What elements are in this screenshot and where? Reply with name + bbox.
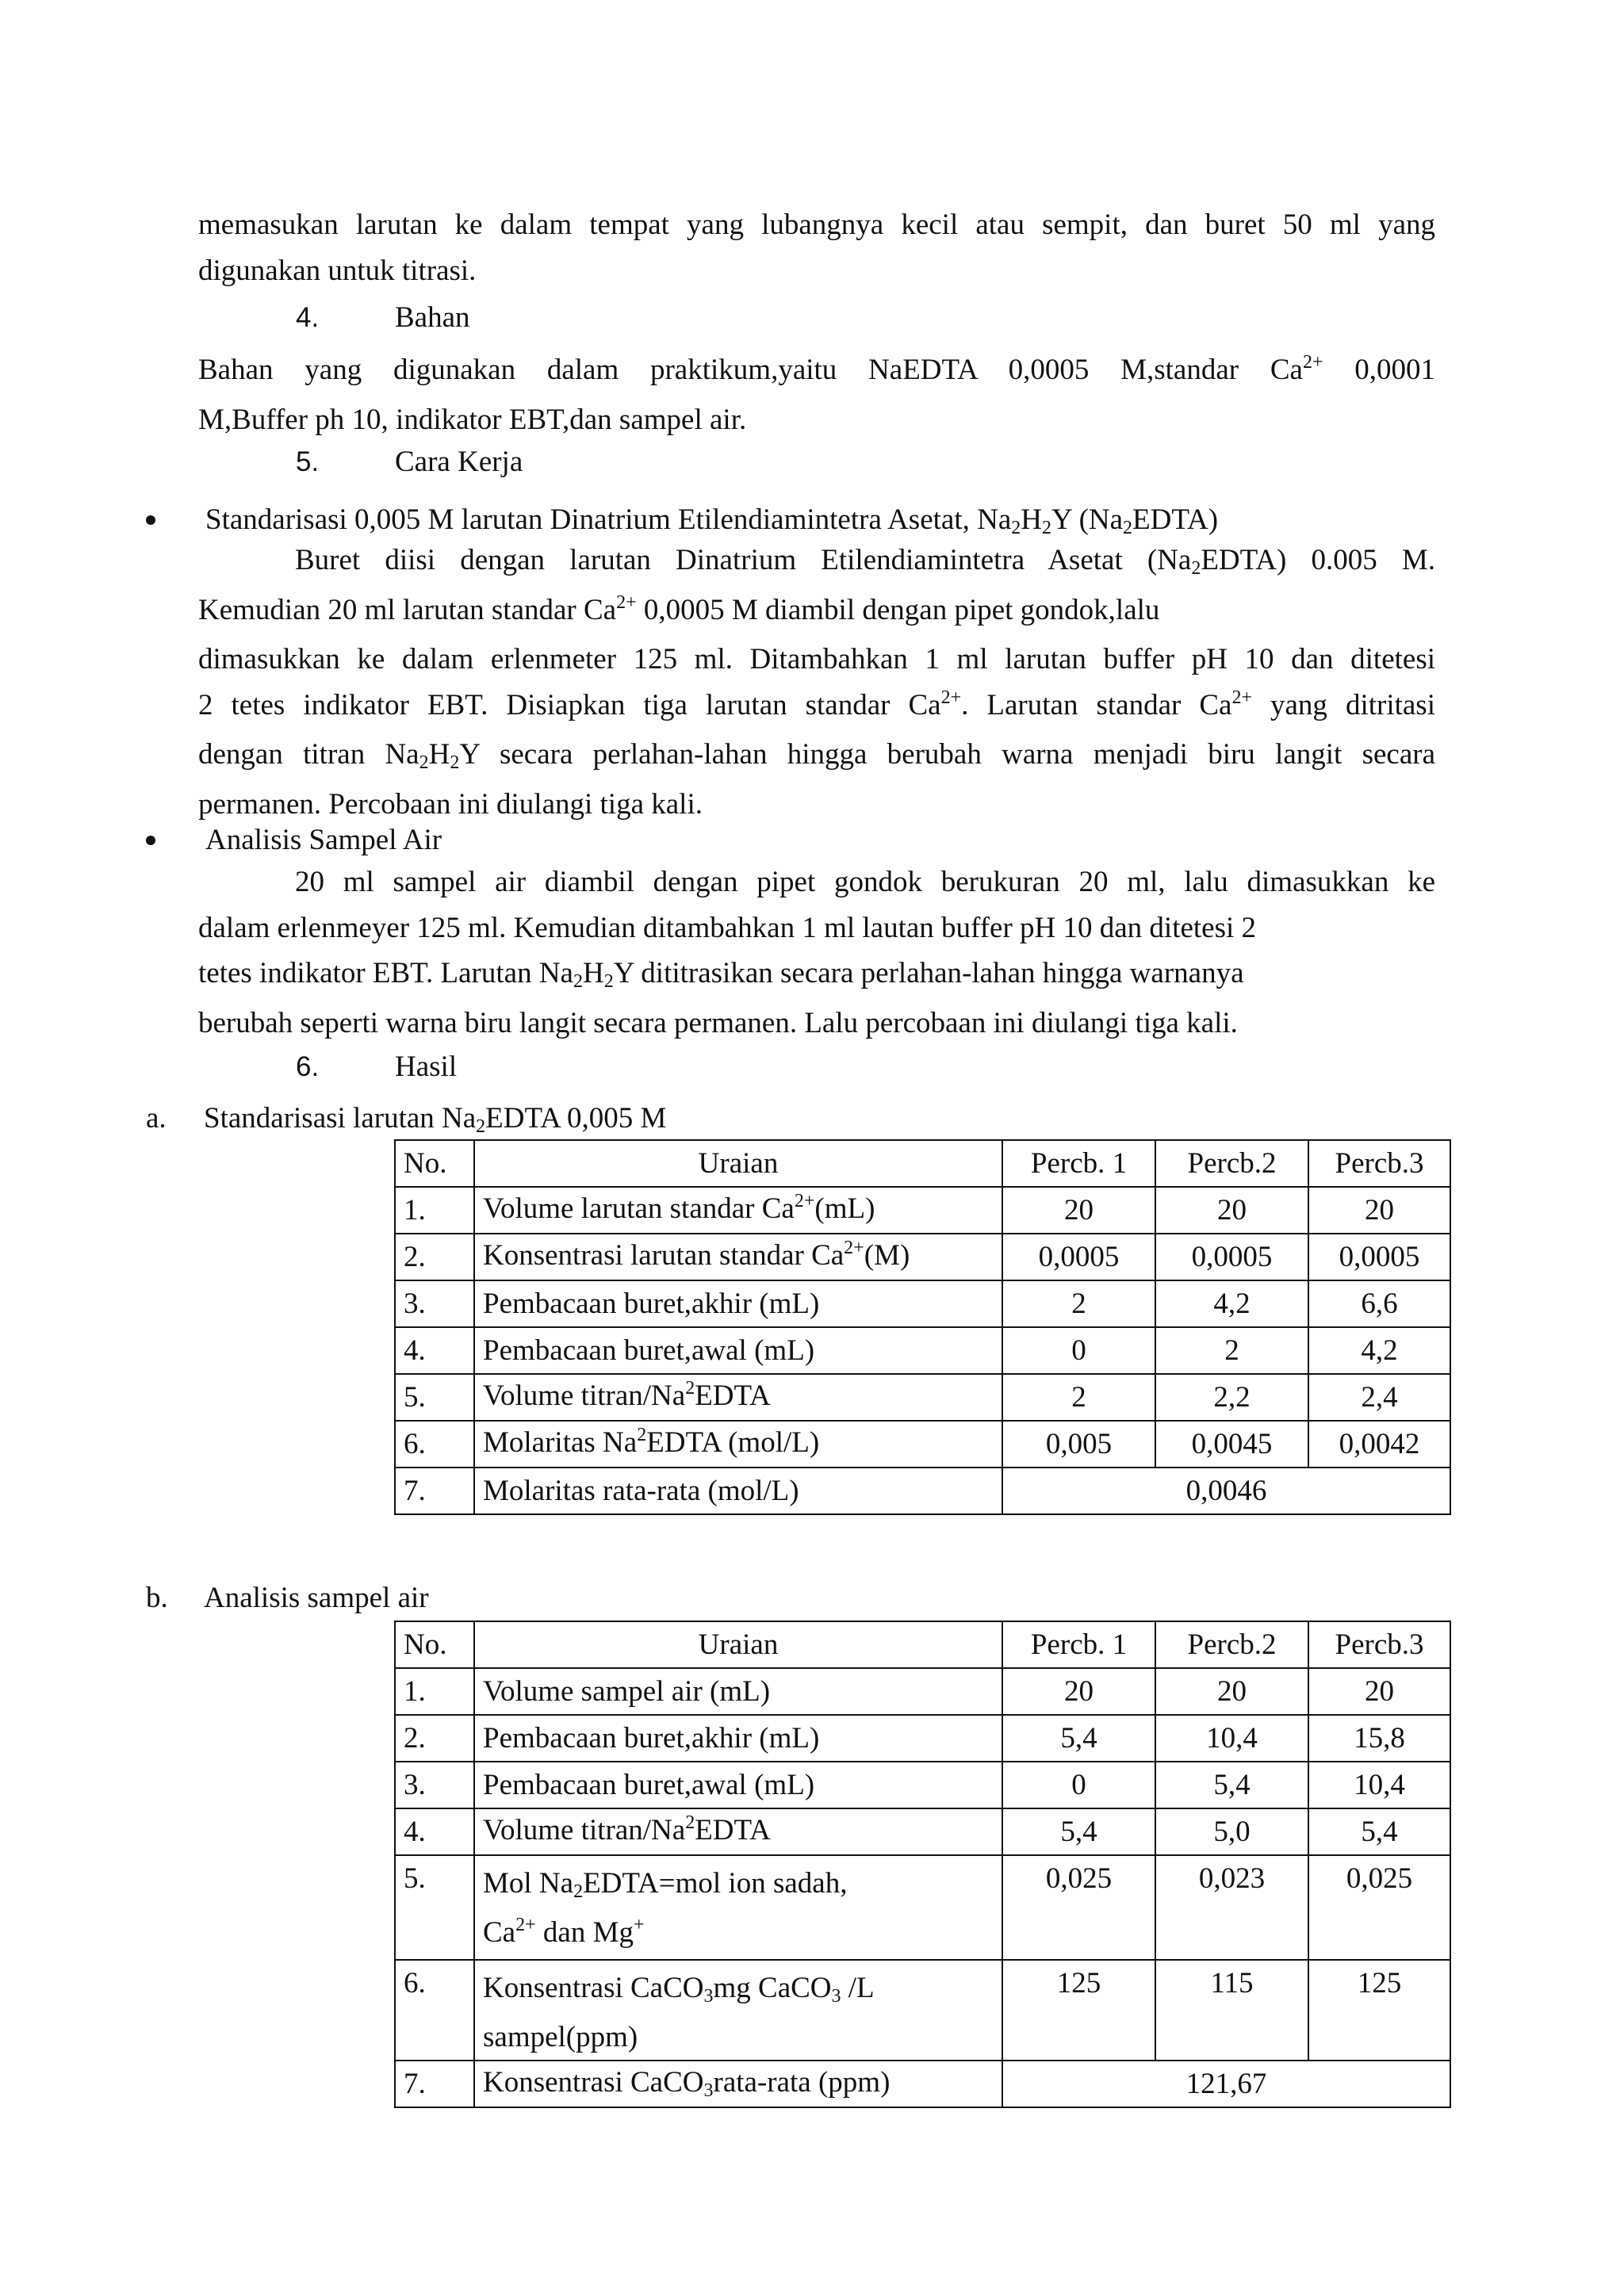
table-analisis <box>394 1621 1451 2108</box>
intro-line-1: memasukan larutan ke dalam tempat yang lubangnya kecil atau sempit, dan buret 50 ml yang <box>198 209 1435 241</box>
row-description: Pembacaan buret,awal (mL) <box>474 1327 1002 1374</box>
value-cell: 20 <box>1002 1187 1155 1234</box>
row-description: Volume titran/Na$^2$EDTA <box>474 1808 1002 1855</box>
row-number: 5. <box>395 1855 474 1960</box>
table-header-row <box>395 1140 1450 1187</box>
section-5-number: 5. <box>296 446 320 477</box>
value-cell: 10,4 <box>1308 1762 1450 1808</box>
value-cell: 0 <box>1002 1327 1155 1374</box>
standarisasi-paragraph <box>198 538 1435 827</box>
row-number: 3. <box>395 1762 474 1808</box>
value-cell: 10,4 <box>1155 1715 1308 1762</box>
value-cell: 2 <box>1002 1374 1155 1421</box>
standarisasi-line-6: permanen. Percobaan ini diulangi tiga kali. <box>198 787 703 821</box>
section-6-title: Hasil <box>395 1050 458 1083</box>
header-cell: No. <box>395 1140 474 1187</box>
table-row <box>395 1468 1450 1514</box>
row-number: 1. <box>395 1668 474 1715</box>
value-cell: 125 <box>1002 1960 1155 2061</box>
value-cell: 20 <box>1308 1668 1450 1715</box>
table-a-caption: Standarisasi larutan $Na_2EDTA$ 0,005 M <box>204 1102 667 1137</box>
row-number: 2. <box>395 1234 474 1280</box>
intro-paragraph <box>198 202 1435 293</box>
row-number: 4. <box>395 1808 474 1855</box>
standarisasi-line-3: dimasukkan ke dalam erlenmeter 125 ml. Ditambahkan 1 ml larutan buffer pH 10 dan ditetesi <box>198 643 1435 675</box>
row-description: Pembacaan buret,akhir (mL) <box>474 1280 1002 1327</box>
row-number: 7. <box>395 2061 474 2107</box>
value-cell: 20 <box>1155 1187 1308 1234</box>
section-4-line-2: M,Buffer ph 10, indikator EBT,dan sampel air. <box>198 403 747 436</box>
row-description: Konsentrasi CaCO$_3$rata-rata (ppm) <box>474 2061 1002 2107</box>
header-cell: Percb.3 <box>1308 1621 1450 1668</box>
value-cell: 115 <box>1155 1960 1308 2061</box>
section-4-paragraph <box>198 347 1435 442</box>
value-cell: 20 <box>1155 1668 1308 1715</box>
row-number: 6. <box>395 1960 474 2061</box>
row-description: Molaritas Na$^2$EDTA (mol/L) <box>474 1421 1002 1468</box>
section-5-title: Cara Kerja <box>395 446 523 478</box>
value-cell: 2 <box>1155 1327 1308 1374</box>
header-cell: Percb.2 <box>1155 1621 1308 1668</box>
value-cell: 2,2 <box>1155 1374 1308 1421</box>
table-row <box>395 1855 1450 1960</box>
value-cell: 0,0005 <box>1155 1234 1308 1280</box>
value-cell: 0,0005 <box>1002 1234 1155 1280</box>
bullet-dot <box>146 836 155 845</box>
header-cell: Uraian <box>474 1621 1002 1668</box>
analisis-line-1: 20 ml sampel air diambil dengan pipet gondok berukuran 20 ml, lalu dimasukkan ke <box>295 866 1435 898</box>
standarisasi-line-5: dengan titran $Na_2H_2Y$ secara perlahan-lahan hingga berubah warna menjadi biru langit secara <box>198 738 1435 773</box>
table-header-row <box>395 1621 1450 1668</box>
value-cell: 0 <box>1002 1762 1155 1808</box>
value-cell: 5,4 <box>1002 1715 1155 1762</box>
value-cell: 5,0 <box>1155 1808 1308 1855</box>
standarisasi-line-4: 2 tetes indikator EBT. Disiapkan tiga larutan standar $Ca^{2+}$. Larutan standar $Ca^{2+}$ yang ditritasi <box>198 687 1435 721</box>
value-cell: 5,4 <box>1002 1808 1155 1855</box>
row-description: Pembacaan buret,akhir (mL) <box>474 1715 1002 1762</box>
row-description: Konsentrasi larutan standar $Ca^{2+}(M)$ <box>474 1234 1002 1280</box>
row-description: Volume larutan standar $Ca^{2+}(mL)$ <box>474 1187 1002 1234</box>
value-cell: 2 <box>1002 1280 1155 1327</box>
section-4-line-1: Bahan yang digunakan dalam praktikum,yaitu NaEDTA 0,0005 M,standar $Ca^{2+}$ 0,0001 <box>198 352 1436 386</box>
value-cell: 20 <box>1308 1187 1450 1234</box>
row-number: 7. <box>395 1468 474 1514</box>
row-description: Molaritas rata-rata (mol/L) <box>474 1468 1002 1514</box>
table-row <box>395 1715 1450 1762</box>
analisis-line-3: tetes indikator EBT. Larutan $Na_2H_2Y$ dititrasikan secara perlahan-lahan hingga warnanya <box>198 957 1244 992</box>
table-row <box>395 1280 1450 1327</box>
value-cell: 0,005 <box>1002 1421 1155 1468</box>
average-cell: 121,67 <box>1002 2061 1450 2107</box>
value-cell: 0,025 <box>1308 1855 1450 1960</box>
standarisasi-line-2: Kemudian 20 ml larutan standar $Ca^{2+}$ 0,0005 M diambil dengan pipet gondok,lalu <box>198 591 1160 626</box>
analisis-paragraph <box>198 859 1435 1046</box>
header-cell: Percb.2 <box>1155 1140 1308 1187</box>
intro-line-2: digunakan untuk titrasi. <box>198 254 477 287</box>
row-number: 4. <box>395 1327 474 1374</box>
row-number: 3. <box>395 1280 474 1327</box>
row-description: Pembacaan buret,awal (mL) <box>474 1762 1002 1808</box>
row-description: Volume titran/Na$^2$EDTA <box>474 1374 1002 1421</box>
row-description: Konsentrasi CaCO$_3$mg CaCO$_3$ /L sampel(ppm) <box>474 1960 1002 2061</box>
value-cell: 5,4 <box>1155 1762 1308 1808</box>
value-cell: 0,023 <box>1155 1855 1308 1960</box>
standarisasi-line-1: Buret diisi dengan larutan Dinatrium Etilendiamintetra Asetat $(Na_2EDTA)$ 0.005 M. <box>295 544 1435 579</box>
header-cell: Percb. 1 <box>1002 1140 1155 1187</box>
table-b-caption: Analisis sampel air <box>204 1582 429 1614</box>
row-number: 2. <box>395 1715 474 1762</box>
average-cell: 0,0046 <box>1002 1468 1450 1514</box>
header-cell: Percb.3 <box>1308 1140 1450 1187</box>
header-cell: Percb. 1 <box>1002 1621 1155 1668</box>
row-description: Mol $Na_2EDTA=mol$ ion sadah, $Ca^{2+}$ dan Mg+ <box>474 1855 1002 1960</box>
header-cell: No. <box>395 1621 474 1668</box>
value-cell: 20 <box>1002 1668 1155 1715</box>
value-cell: 4,2 <box>1308 1327 1450 1374</box>
table-row <box>395 1234 1450 1280</box>
table-row <box>395 1762 1450 1808</box>
table-row <box>395 2061 1450 2107</box>
value-cell: 0,025 <box>1002 1855 1155 1960</box>
value-cell: 4,2 <box>1155 1280 1308 1327</box>
row-number: 1. <box>395 1187 474 1234</box>
table-row <box>395 1327 1450 1374</box>
value-cell: 15,8 <box>1308 1715 1450 1762</box>
value-cell: 5,4 <box>1308 1808 1450 1855</box>
analisis-line-4: berubah seperti warna biru langit secara permanen. Lalu percobaan ini diulangi tiga kali. <box>198 1006 1238 1039</box>
value-cell: 6,6 <box>1308 1280 1450 1327</box>
header-cell: Uraian <box>474 1140 1002 1187</box>
row-number: 5. <box>395 1374 474 1421</box>
table-standarisasi <box>394 1139 1451 1515</box>
table-a-label: a. <box>146 1102 167 1135</box>
row-description: Volume sampel air (mL) <box>474 1668 1002 1715</box>
bullet-standarisasi: Standarisasi 0,005 M larutan Dinatrium Etilendiamintetra Asetat, $Na_2H_2Y$ $(Na_2EDTA)$ <box>205 503 1219 538</box>
section-4-title: Bahan <box>395 301 470 334</box>
value-cell: 0,0005 <box>1308 1234 1450 1280</box>
value-cell: 0,0042 <box>1308 1421 1450 1468</box>
table-row <box>395 1960 1450 2061</box>
bullet-analisis: Analisis Sampel Air <box>205 824 442 856</box>
value-cell: 0,0045 <box>1155 1421 1308 1468</box>
bullet-dot <box>146 515 155 525</box>
table-b-label: b. <box>146 1582 168 1614</box>
table-row <box>395 1374 1450 1421</box>
table-row <box>395 1187 1450 1234</box>
analisis-line-2: dalam erlenmeyer 125 ml. Kemudian ditambahkan 1 ml lautan buffer pH 10 dan ditetesi 2 <box>198 911 1257 944</box>
table-row <box>395 1808 1450 1855</box>
value-cell: 2,4 <box>1308 1374 1450 1421</box>
row-number: 6. <box>395 1421 474 1468</box>
value-cell: 125 <box>1308 1960 1450 2061</box>
table-row <box>395 1421 1450 1468</box>
section-4-number: 4. <box>296 302 320 333</box>
section-6-number: 6. <box>296 1051 320 1082</box>
table-row <box>395 1668 1450 1715</box>
